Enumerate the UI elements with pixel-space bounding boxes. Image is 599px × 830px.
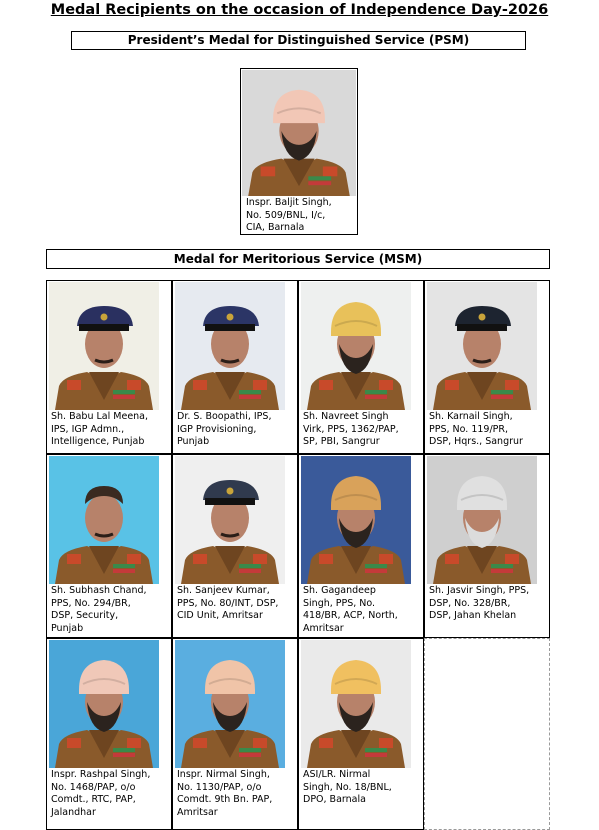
recipient-caption <box>51 411 171 449</box>
caption-line: Amritsar <box>177 806 218 818</box>
caption-line: Sh. Sanjeev Kumar, <box>177 585 270 596</box>
caption-line: Sh. Karnail Singh, <box>429 411 513 422</box>
recipient-caption <box>177 411 297 449</box>
recipient-photo <box>175 282 285 410</box>
recipient-caption <box>429 411 549 449</box>
recipient-photo <box>175 456 285 584</box>
caption-line: DPO, Barnala <box>303 794 366 805</box>
recipient-caption <box>303 585 423 635</box>
caption-line: Singh, No. 18/BNL, <box>303 781 392 793</box>
caption-line: IPS, IGP Admn., <box>51 423 125 435</box>
caption-line: Sh. Jasvir Singh, PPS, <box>429 585 530 596</box>
psm-recipient-card <box>240 68 358 235</box>
caption-line: DSP, No. 328/BR, <box>429 597 511 609</box>
recipient-photo <box>242 70 356 196</box>
caption-line: DSP, Security, <box>51 610 119 621</box>
recipient-caption <box>303 769 423 807</box>
empty-cell <box>424 638 550 830</box>
recipient-card <box>424 454 550 638</box>
caption-line: Virk, PPS, 1362/PAP, <box>303 423 399 435</box>
caption-line: Comdt., RTC, PAP, <box>51 794 136 805</box>
recipient-photo <box>49 282 159 410</box>
recipient-photo <box>427 456 537 584</box>
caption-line: No. 1468/PAP, o/o <box>51 781 136 793</box>
recipient-card <box>46 454 172 638</box>
recipient-caption <box>246 197 356 235</box>
page-title: Medal Recipients on the occasion of Independence Day-2026 <box>50 2 549 18</box>
caption-line: Inspr. Rashpal Singh, <box>51 769 151 780</box>
caption-line: Inspr. Baljit Singh, <box>246 197 332 208</box>
caption-line: DSP, Jahan Khelan <box>429 610 517 621</box>
caption-line: Intelligence, Punjab <box>51 436 145 447</box>
caption-line: DSP, Hqrs., Sangrur <box>429 436 523 447</box>
recipient-card <box>298 638 424 830</box>
caption-line: PPS, No. 80/INT, DSP, <box>177 597 279 609</box>
recipient-card <box>172 454 298 638</box>
recipient-photo <box>427 282 537 410</box>
caption-line: Singh, PPS, No. <box>303 597 376 609</box>
recipient-caption <box>51 585 171 635</box>
recipient-card <box>172 280 298 454</box>
recipient-photo <box>175 640 285 768</box>
msm-heading: Medal for Meritorious Service (MSM) <box>46 249 550 269</box>
caption-line: Sh. Navreet Singh <box>303 411 389 422</box>
caption-line: Amritsar <box>303 622 344 634</box>
recipient-caption <box>177 585 297 623</box>
caption-line: Sh. Babu Lal Meena, <box>51 411 149 422</box>
caption-line: No. 1130/PAP, o/o <box>177 781 262 793</box>
recipient-photo <box>301 456 411 584</box>
caption-line: IGP Provisioning, <box>177 423 257 435</box>
caption-line: Punjab <box>51 622 84 634</box>
caption-line: PPS, No. 119/PR, <box>429 423 509 435</box>
caption-line: ASI/LR. Nirmal <box>303 769 371 780</box>
recipient-caption <box>177 769 297 819</box>
caption-line: Jalandhar <box>51 806 96 818</box>
recipient-photo <box>49 456 159 584</box>
caption-line: 418/BR, ACP, North, <box>303 610 398 621</box>
caption-line: Inspr. Nirmal Singh, <box>177 769 270 780</box>
psm-heading: President’s Medal for Distinguished Service (PSM) <box>71 31 526 50</box>
caption-line: SP, PBI, Sangrur <box>303 436 380 447</box>
recipient-card <box>46 280 172 454</box>
caption-line: Sh. Subhash Chand, <box>51 585 147 596</box>
recipient-card <box>46 638 172 830</box>
recipient-photo <box>49 640 159 768</box>
caption-line: PPS, No. 294/BR, <box>51 597 131 609</box>
recipient-caption <box>429 585 549 623</box>
caption-line: No. 509/BNL, I/c, <box>246 209 326 221</box>
caption-line: Dr. S. Boopathi, IPS, <box>177 411 272 422</box>
recipient-card <box>424 280 550 454</box>
recipient-card <box>172 638 298 830</box>
recipient-card <box>298 280 424 454</box>
recipient-caption <box>51 769 171 819</box>
recipient-card <box>298 454 424 638</box>
caption-line: Sh. Gagandeep <box>303 585 376 596</box>
caption-line: Punjab <box>177 436 210 447</box>
caption-line: CID Unit, Amritsar <box>177 610 263 621</box>
recipient-photo <box>301 282 411 410</box>
recipient-photo <box>301 640 411 768</box>
caption-line: Comdt. 9th Bn. PAP, <box>177 794 273 805</box>
recipient-caption <box>303 411 423 449</box>
caption-line: CIA, Barnala <box>246 222 305 233</box>
